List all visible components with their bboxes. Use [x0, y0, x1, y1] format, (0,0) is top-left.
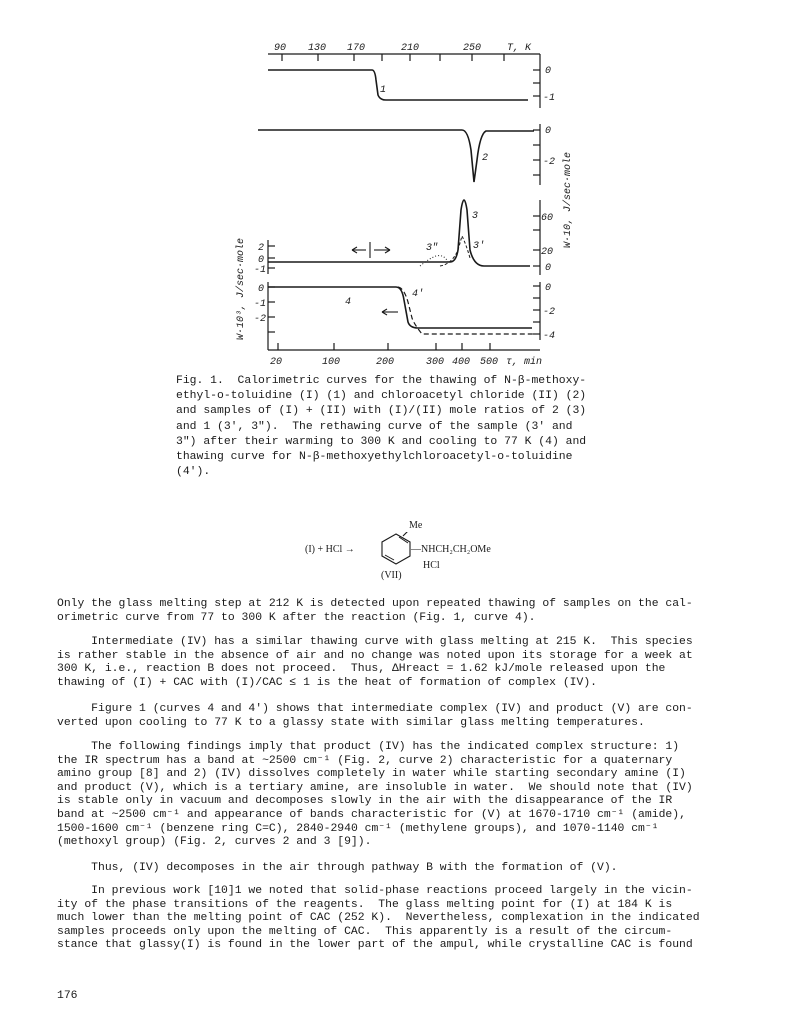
p4-left-0: 0: [258, 284, 265, 295]
p3-left-0: 0: [258, 255, 265, 266]
curve-3: [268, 200, 530, 266]
curve-2: [258, 130, 534, 182]
curve-label-4: 4: [345, 297, 352, 308]
bottom-tick-400: 400: [452, 357, 471, 368]
top-tick-130: 130: [308, 43, 327, 54]
bottom-tick-200: 200: [376, 357, 395, 368]
p4-left-m2: -2: [254, 314, 267, 325]
bottom-tick-500: 500: [480, 357, 499, 368]
right-axis-label: W·10, J/sec·mole: [563, 151, 574, 248]
p4-label-0: 0: [545, 283, 552, 294]
p3-label-20: 20: [541, 247, 554, 258]
top-tick-90: 90: [274, 43, 287, 54]
p3-label-60: 60: [541, 213, 554, 224]
p4-label-m4: -4: [543, 331, 556, 342]
curve-label-3-prime: 3': [473, 241, 486, 252]
bottom-tick-300: 300: [426, 357, 445, 368]
paragraph-4: The following findings imply that product (IV) has the indicated complex structure: 1) the IR spectrum has a band at ~2500 cm⁻¹ (Fig. 2, curve 2) characteristic for a quaternary amino group [8] and 2) (IV) dissolves completely in water while starting secondary amine (I) and product (V), which is a tertiary amine, are insoluble in water. We should note that (IV) is stable only in vacuum and decomposes slowly in the air with the disappearance of the IR band at ~2500 cm⁻¹ and appearance of bands characteristic for (V) at 1670-1710 cm⁻¹ (amide), 1500-1600 cm⁻¹ (benzene ring C=C), 2840-2940 cm⁻¹ (methylene groups), and 1070-1140 cm⁻¹ (methoxyl group) (Fig. 2, curves 2 and 3 [9]).: [57, 741, 693, 849]
top-tick-210: 210: [401, 43, 420, 54]
p2-label-0: 0: [545, 126, 552, 137]
scheme-hcl: HCl: [423, 560, 440, 571]
p4-left-m1: -1: [254, 299, 267, 310]
bottom-axis-unit: τ, min: [506, 357, 543, 368]
paragraph-5: Thus, (IV) decomposes in the air through pathway B with the formation of (V).: [57, 862, 618, 874]
p2-label-m2: -2: [543, 157, 556, 168]
benzene-ring-icon: [379, 532, 413, 566]
figure-caption: Fig. 1. Calorimetric curves for the thawing of N-β-methoxy- ethyl-o-toluidine (I) (1) and chloroacetyl chloride (II) (2) and samples of (I) + (II) with (I)/(II) mole ratios of 2 (3) and 1 (3', 3"). The rethawing curve of the sample (3' and 3") after their warming to 300 K and cooling to 77 K (4) and thawing curve for N-β-methoxyethylchloroacetyl-o-toluidine (4').: [176, 375, 587, 479]
top-tick-250: 250: [463, 43, 482, 54]
scheme-substituent: —NHCH₂CH₂OMe: [411, 544, 491, 555]
curve-label-2: 2: [482, 153, 489, 164]
bottom-axis: [268, 343, 540, 350]
curve-label-3: 3: [472, 211, 479, 222]
curve-label-4-prime: 4': [412, 289, 425, 300]
curve-1: [268, 70, 528, 100]
paragraph-2: Intermediate (IV) has a similar thawing curve with glass melting at 215 K. This species is rather stable in the absence of air and no change was noted upon its storage for a week at 300 K, i.e., reaction B does not proceed. Thus, ΔHreact = 1.62 kJ/mole released upon the thawing of (I) + CAC with (I)/CAC ≤ 1 is the heat of formation of complex (IV).: [57, 636, 693, 689]
p3-label-0: 0: [545, 263, 552, 274]
scheme-methyl: Me: [409, 520, 423, 531]
bottom-tick-20: 20: [270, 357, 283, 368]
p1-label-m1: -1: [543, 93, 556, 104]
left-axis-label: W·10³, J/sec·mole: [236, 237, 247, 340]
figure-1: [0, 0, 807, 372]
p1-label-0: 0: [545, 66, 552, 77]
reaction-scheme: [305, 522, 515, 582]
top-tick-170: 170: [347, 43, 366, 54]
scheme-reactant: (I) + HCl →: [305, 544, 355, 555]
paragraph-6: In previous work [10]1 we noted that solid-phase reactions proceed largely in the vicin- ity of the phase transitions of the reagents. The glass melting point for (I) at 184 K is much lower than the melting point of CAC (252 K). Nevertheless, complexation in the indicated samples proceeds only upon the melting of CAC. This apparently is a result of the circum- stance that glassy(I) is found in the lower part of the ampul, while crystalline CAC is found: [57, 885, 700, 952]
curve-4: [268, 287, 532, 328]
curve-label-1: 1: [380, 85, 387, 96]
paragraph-1: Only the glass melting step at 212 K is detected upon repeated thawing of samples on the cal- orimetric curve from 77 to 300 K after the reaction (Fig. 1, curve 4).: [57, 598, 693, 624]
page-number: 176: [57, 990, 78, 1002]
top-axis: [268, 54, 540, 61]
bottom-tick-100: 100: [322, 357, 341, 368]
panel-4-arrow: [382, 309, 398, 315]
curve-3-double-prime: [420, 256, 448, 266]
p3-left-m1: -1: [254, 265, 267, 276]
p4-label-m2: -2: [543, 307, 556, 318]
paragraph-3: Figure 1 (curves 4 and 4') shows that intermediate complex (IV) and product (V) are con- verted upon cooling to 77 K to a glassy state with similar glass melting temperatures.: [57, 703, 693, 729]
scheme-label: (VII): [381, 570, 402, 581]
panel-3-arrows: [352, 242, 390, 258]
curve-label-3-double-prime: 3": [426, 243, 439, 254]
top-axis-unit: T, K: [507, 43, 532, 54]
p3-left-2: 2: [258, 243, 265, 254]
